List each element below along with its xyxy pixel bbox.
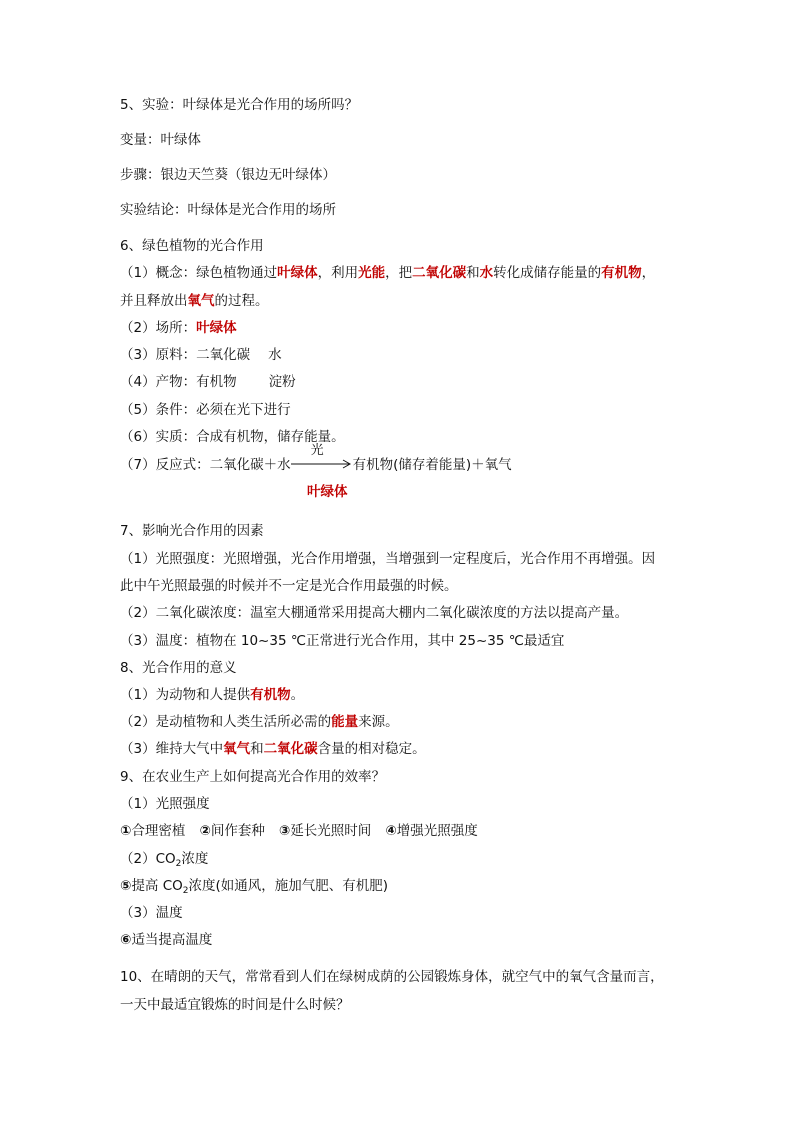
s9-title: 9、在农业生产上如何提高光合作用的效率？ [120,769,386,785]
s6-concept-line2: 并且释放出氧气的过程。 [120,293,269,309]
equation-condition-chloroplast: 叶绿体 [307,484,348,500]
s9-co2-method: ⑤提高 $CO_2$浓度(如通风，施加气肥、有机肥) [120,878,389,896]
s7-title: 7、影响光合作用的因素 [120,523,264,539]
s6-title: 6、绿色植物的光合作用 [120,238,264,254]
s9-temp-label: （3）温度 [120,905,183,921]
s6-product: （4）产物：有机物 淀粉 [120,374,296,390]
arrow-right-icon [291,459,353,469]
s7-light-line1: （1）光照强度：光照增强，光合作用增强，当增强到一定程度后，光合作用不再增强。因 [120,551,656,567]
s7-light-line2: 此中午光照最强的时候并不一定是光合作用最强的时候。 [120,578,458,594]
s5-conclusion: 实验结论：叶绿体是光合作用的场所 [120,202,336,218]
s5-variable: 变量：叶绿体 [120,132,201,148]
reaction-arrow [291,443,353,474]
keyword-chloroplast: 叶绿体 [277,265,318,281]
s6-material: （3）原料：二氧化碳 水 [120,347,282,363]
keyword-place-chloroplast: 叶绿体 [196,320,237,336]
s9-temp-method: ⑥适当提高温度 [120,932,213,948]
s5-title: 5、实验：叶绿体是光合作用的场所吗？ [120,97,359,113]
s8-title: 8、光合作用的意义 [120,660,237,676]
s10-line2: 一天中最适宜锻炼的时间是什么时候？ [120,997,350,1013]
s7-co2: （2）二氧化碳浓度：温室大棚通常采用提高大棚内二氧化碳浓度的方法以提高产量。 [120,605,629,621]
s9-light-label: （1）光照强度 [120,796,210,812]
s8-meaning-2: （2）是动植物和人类生活所必需的能量来源。 [120,714,399,730]
s6-concept-line1: （1）概念：绿色植物通过叶绿体，利用光能，把二氧化碳和水转化成储存能量的有机物， [120,265,656,281]
equation-condition-light: 光 [310,443,324,458]
s5-steps: 步骤：银边天竺葵（银边无叶绿体） [120,167,336,183]
s8-meaning-1: （1）为动物和人提供有机物。 [120,687,305,703]
s10-line1: 10、在晴朗的天气，常常看到人们在绿树成荫的公园锻炼身体，就空气中的氧气含量而言， [120,969,664,985]
s6-equation: （7）反应式：二氧化碳＋水 光 有机物(储存着能量)＋氧气 [120,443,512,473]
keyword-water: 水 [479,265,494,281]
s9-co2-label: $(2)CO_2$浓度 [120,851,209,869]
keyword-organic-matter: 有机物 [601,265,642,281]
s9-light-methods: ①合理密植 ②间作套种 ③延长光照时间 ④增强光照强度 [120,823,478,839]
s6-place: （2）场所：叶绿体 [120,320,237,336]
keyword-light-energy: 光能 [358,265,386,281]
keyword-co2: 二氧化碳 [412,265,467,281]
s6-condition: （5）条件：必须在光下进行 [120,402,291,418]
s6-essence: （6）实质：合成有机物，储存能量。 [120,429,345,445]
s8-meaning-3: （3）维持大气中氧气和二氧化碳含量的相对稳定。 [120,741,426,757]
keyword-oxygen: 氧气 [187,293,215,309]
s7-temp: （3）温度：植物在 10~35 ℃正常进行光合作用，其中 25~35 ℃最适宜 [120,633,565,649]
